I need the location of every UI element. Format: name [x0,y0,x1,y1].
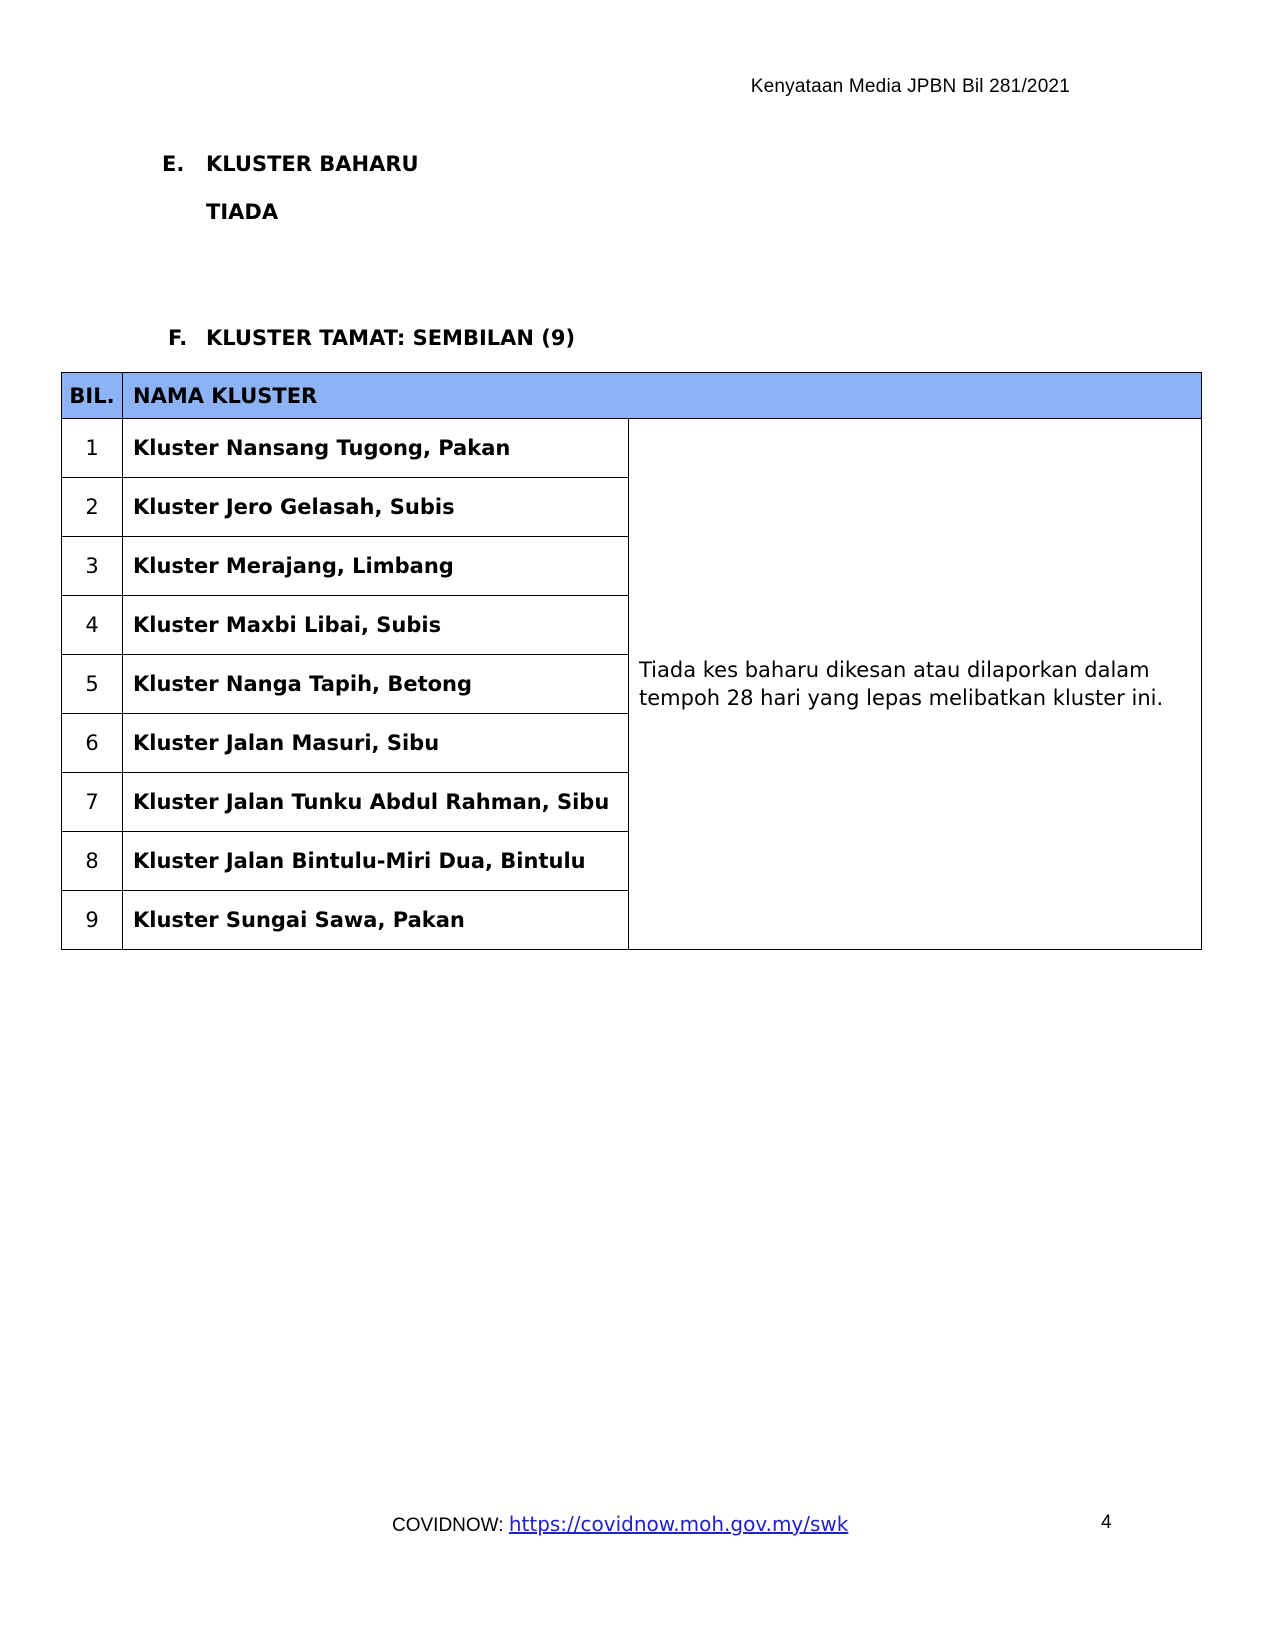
cluster-name: Kluster Jalan Bintulu-Miri Dua, Bintulu [123,832,629,891]
cluster-name: Kluster Sungai Sawa, Pakan [123,891,629,950]
section-e-heading [162,152,419,176]
cluster-name: Kluster Jalan Tunku Abdul Rahman, Sibu [123,773,629,832]
row-number: 2 [62,478,123,537]
document-reference: Kenyataan Media JPBN Bil 281/2021 [750,76,1070,97]
footer-label: COVIDNOW: [392,1515,509,1536]
row-number: 9 [62,891,123,950]
row-number: 5 [62,655,123,714]
cluster-remark: Tiada kes baharu dikesan atau dilaporkan dalam tempoh 28 hari yang lepas melibatkan kluster ini. [629,419,1202,950]
cluster-name: Kluster Jalan Masuri, Sibu [123,714,629,773]
section-f-letter: F. [168,326,188,350]
cluster-name: Kluster Maxbi Libai, Subis [123,596,629,655]
page-number: 4 [1101,1512,1112,1533]
row-number: 4 [62,596,123,655]
table-header-row [62,373,1202,419]
cluster-table [61,372,1202,950]
cluster-name: Kluster Nanga Tapih, Betong [123,655,629,714]
header-bil: BIL. [62,373,123,419]
section-e-title: KLUSTER BAHARU [206,152,419,176]
cluster-name: Kluster Nansang Tugong, Pakan [123,419,629,478]
row-number: 3 [62,537,123,596]
cluster-name: Kluster Jero Gelasah, Subis [123,478,629,537]
row-number: 8 [62,832,123,891]
cluster-name: Kluster Merajang, Limbang [123,537,629,596]
section-e-letter: E. [162,152,185,176]
table-row [62,419,1202,478]
row-number: 1 [62,419,123,478]
header-name: NAMA KLUSTER [123,373,1202,419]
section-f-title: KLUSTER TAMAT: SEMBILAN (9) [206,326,576,350]
row-number: 7 [62,773,123,832]
covidnow-link[interactable]: https://covidnow.moh.gov.my/swk [508,1512,849,1536]
row-number: 6 [62,714,123,773]
section-f-heading [168,326,575,350]
section-e-content: TIADA [206,200,279,224]
footer-covidnow [392,1512,848,1537]
